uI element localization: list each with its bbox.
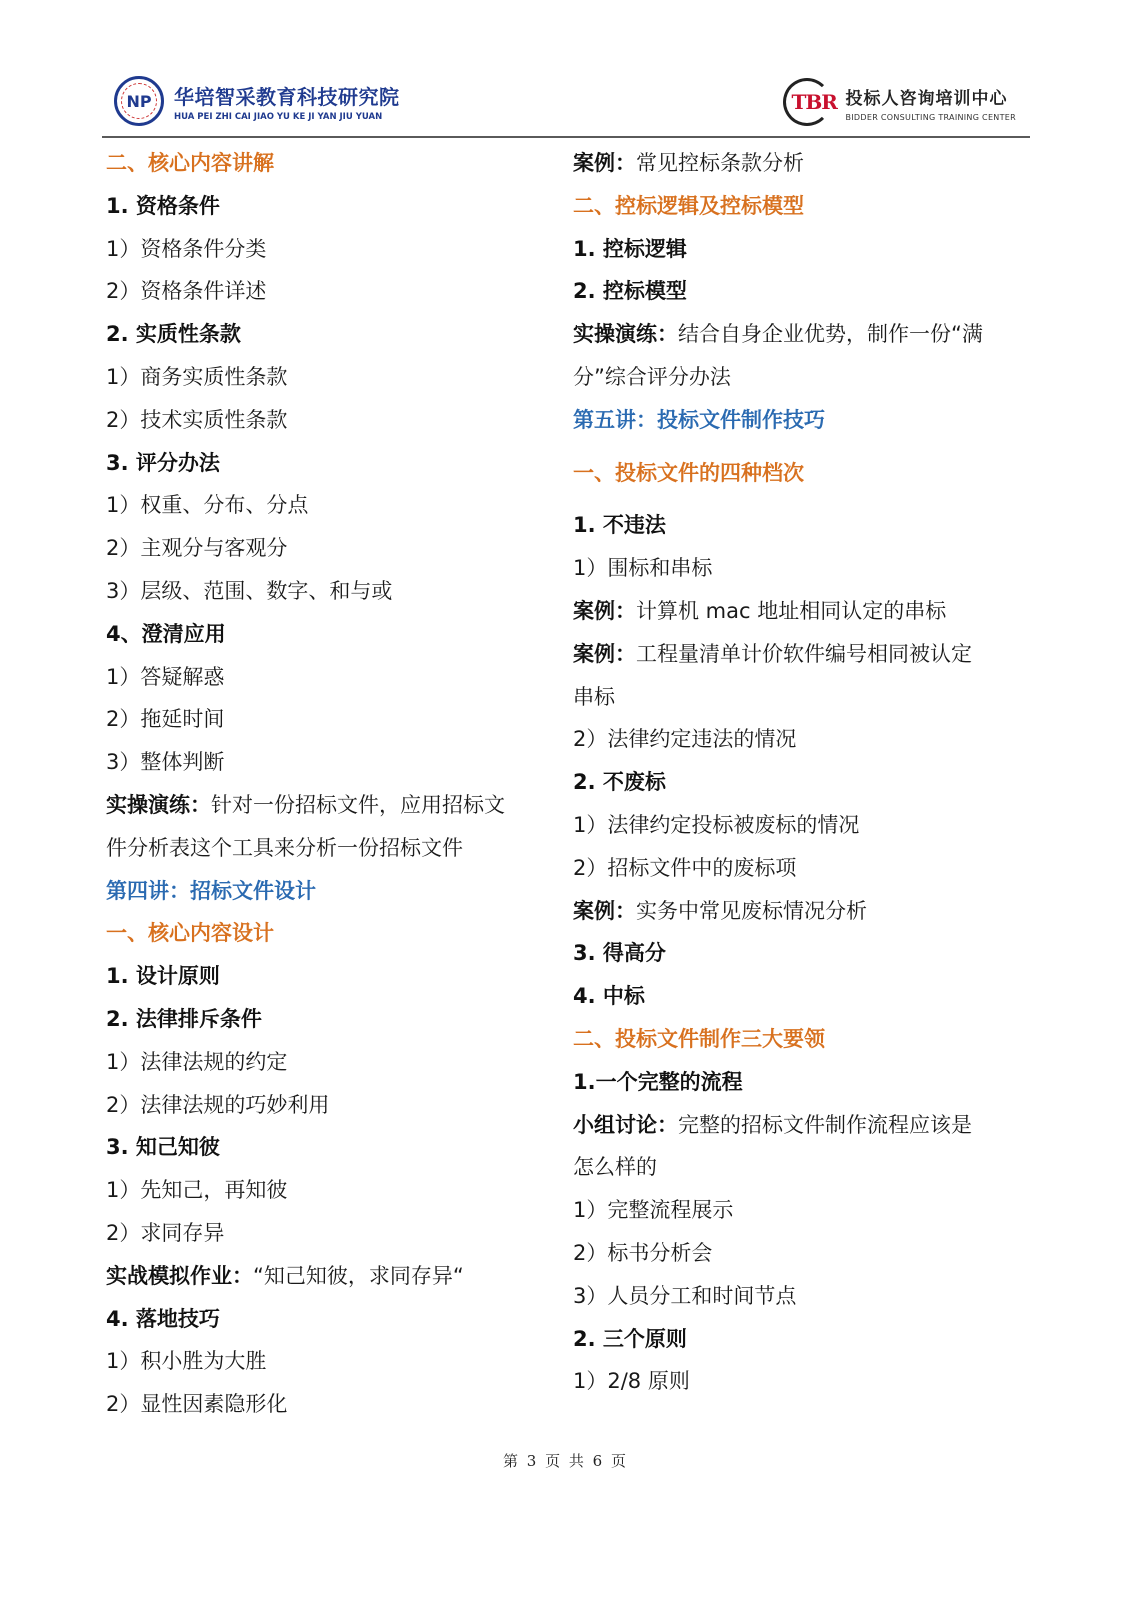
list-item: 串标 <box>573 684 615 709</box>
list-item: 2）求同存异 <box>106 1220 225 1245</box>
list-item: 1）答疑解惑 <box>106 664 225 689</box>
section-heading: 二、投标文件制作三大要领 <box>573 1026 825 1051</box>
list-item: 2）法律法规的巧妙利用 <box>106 1092 330 1117</box>
list-item: 3）层级、范围、数字、和与或 <box>106 578 393 603</box>
line-label: 实战模拟作业： <box>106 1263 253 1288</box>
list-item: 2）标书分析会 <box>573 1240 713 1265</box>
subsection-heading: 2. 不废标 <box>573 770 666 795</box>
tbr-emblem-icon <box>783 76 841 130</box>
subsection-heading: 3. 评分办法 <box>106 450 220 475</box>
subsection-heading: 2. 实质性条款 <box>106 322 241 347</box>
line-text: 常见控标条款分析 <box>636 151 804 175</box>
labeled-line <box>573 1104 1013 1147</box>
institute-name-cn: 华培智采教育科技研究院 <box>174 84 400 109</box>
list-item: 1）法律约定投标被废标的情况 <box>573 812 860 837</box>
subsection-heading: 4. 中标 <box>573 984 645 1009</box>
tbr-emblem-text: TBR <box>791 90 837 114</box>
subsection-heading: 1. 控标逻辑 <box>573 236 687 261</box>
list-item: 1）完整流程展示 <box>573 1198 734 1223</box>
line-label: 小组讨论： <box>573 1112 678 1137</box>
lecture-heading: 第四讲：招标文件设计 <box>106 878 316 903</box>
line-label: 案例： <box>573 641 636 666</box>
section-heading: 一、投标文件的四种档次 <box>573 460 804 485</box>
line-label: 案例： <box>573 898 636 923</box>
institute-name-en: HUA PEI ZHI CAI JIAO YU KE JI YAN JIU YUAN <box>174 111 383 122</box>
section-heading: 一、核心内容设计 <box>106 921 274 946</box>
labeled-line <box>573 142 1013 185</box>
np-emblem-icon <box>114 76 164 126</box>
subsection-heading: 1. 不违法 <box>573 513 666 538</box>
huapei-logo <box>114 76 400 126</box>
line-label: 实操演练： <box>573 322 678 347</box>
subsection-heading: 4、澄清应用 <box>106 621 226 646</box>
list-item: 1）2/8 原则 <box>573 1369 690 1394</box>
line-label: 实操演练： <box>106 792 211 817</box>
lecture-heading: 第五讲：投标文件制作技巧 <box>573 407 825 432</box>
labeled-line <box>573 633 1013 676</box>
list-item: 1）先知己，再知彼 <box>106 1178 288 1203</box>
list-item: 1）商务实质性条款 <box>106 364 288 389</box>
subsection-heading: 1. 设计原则 <box>106 964 220 989</box>
line-text: 针对一份招标文件，应用招标文 <box>211 792 505 817</box>
left-column <box>106 142 546 1426</box>
list-item: 3）整体判断 <box>106 750 225 775</box>
subsection-heading: 1. 资格条件 <box>106 193 220 218</box>
subsection-heading: 1.一个完整的流程 <box>573 1069 743 1094</box>
subsection-heading: 2. 法律排斥条件 <box>106 1006 262 1031</box>
subsection-heading: 4. 落地技巧 <box>106 1306 220 1331</box>
list-item: 3）人员分工和时间节点 <box>573 1283 797 1308</box>
labeled-line <box>573 890 1013 933</box>
labeled-line <box>106 1255 546 1298</box>
list-item: 2）技术实质性条款 <box>106 407 288 432</box>
list-item: 2）拖延时间 <box>106 707 225 732</box>
labeled-line <box>573 590 1013 633</box>
line-text: 工程量清单计价软件编号相同被认定 <box>636 641 972 666</box>
list-item: 1）权重、分布、分点 <box>106 493 309 518</box>
center-name-en: BIDDER CONSULTING TRAINING CENTER <box>845 113 1016 122</box>
line-text: 结合自身企业优势，制作一份“满 <box>678 322 983 347</box>
list-item: 1）积小胜为大胜 <box>106 1349 267 1374</box>
tbr-logo <box>783 76 1016 130</box>
list-item: 2）招标文件中的废标项 <box>573 855 797 880</box>
center-name-cn: 投标人咨询培训中心 <box>845 89 1008 109</box>
list-item: 2）主观分与客观分 <box>106 536 288 561</box>
np-emblem-text: NP <box>126 91 152 111</box>
line-label: 案例： <box>573 598 636 623</box>
list-item: 件分析表这个工具来分析一份招标文件 <box>106 835 463 860</box>
page-header <box>102 70 1030 138</box>
subsection-heading: 3. 得高分 <box>573 941 666 966</box>
list-item: 2）显性因素隐形化 <box>106 1392 288 1417</box>
list-item: 1）资格条件分类 <box>106 236 267 261</box>
list-item: 2）法律约定违法的情况 <box>573 727 797 752</box>
right-column <box>573 142 1013 1403</box>
subsection-heading: 3. 知己知彼 <box>106 1135 220 1160</box>
section-heading: 二、核心内容讲解 <box>106 151 274 175</box>
line-text: 计算机 mac 地址相同认定的串标 <box>636 598 947 623</box>
line-label: 案例： <box>573 151 636 175</box>
list-item: 1）围标和串标 <box>573 556 713 581</box>
subsection-heading: 2. 三个原则 <box>573 1326 687 1351</box>
line-text: “知己知彼，求同存异“ <box>253 1263 464 1288</box>
section-heading: 二、控标逻辑及控标模型 <box>573 193 804 218</box>
labeled-line <box>573 313 1013 356</box>
line-text: 实务中常见废标情况分析 <box>636 898 867 923</box>
list-item: 2）资格条件详述 <box>106 279 267 304</box>
list-item: 分”综合评分办法 <box>573 364 731 389</box>
list-item: 怎么样的 <box>573 1155 657 1180</box>
page-footer: 第 3 页 共 6 页 <box>503 1452 628 1470</box>
labeled-line <box>106 784 546 827</box>
list-item: 1）法律法规的约定 <box>106 1049 288 1074</box>
line-text: 完整的招标文件制作流程应该是 <box>678 1112 972 1137</box>
subsection-heading: 2. 控标模型 <box>573 279 687 304</box>
